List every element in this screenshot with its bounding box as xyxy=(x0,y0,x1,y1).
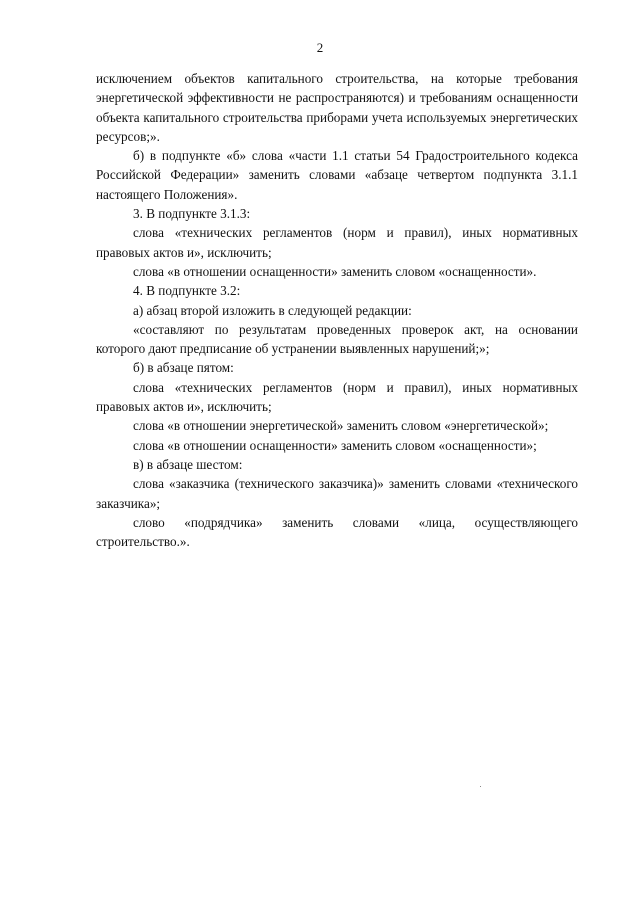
paragraph: 4. В подпункте 3.2: xyxy=(133,283,241,299)
paragraph: в) в абзаце шестом: xyxy=(133,456,243,472)
scan-speck xyxy=(480,786,481,787)
paragraph: слова «в отношении энергетической» заменить словом «энергетической»; xyxy=(133,418,549,434)
paragraph: слова «в отношении оснащенности» заменить словом «оснащенности». xyxy=(133,263,537,279)
paragraph: слова «в отношении оснащенности» заменить словом «оснащенности»; xyxy=(133,437,537,453)
paragraph: б) в подпункте «б» слова «части 1.1 статьи 54 Градостроительного кодекса Российской Федерации» заменить словами «абзаце четвертом подпункта 3.1.1 настоящего Положения». xyxy=(96,148,578,202)
paragraph: б) в абзаце пятом: xyxy=(133,360,234,376)
page-number: 2 xyxy=(316,40,324,55)
paragraph: слова «технических регламентов (норм и правил), иных нормативных правовых актов и», исключить; xyxy=(96,379,578,415)
paragraph: а) абзац второй изложить в следующей редакции: xyxy=(133,302,412,318)
paragraph: «составляют по результатам проведенных проверок акт, на основании которого дают предписание об устранении выявленных нарушений;»; xyxy=(96,321,578,357)
paragraph: 3. В подпункте 3.1.3: xyxy=(133,206,251,222)
paragraph: слово «подрядчика» заменить словами «лица, осуществляющего строительство.». xyxy=(96,514,578,550)
paragraph: слова «технических регламентов (норм и правил), иных нормативных правовых актов и», исключить; xyxy=(96,225,578,260)
paragraph: слова «заказчика (технического заказчика)» заменить словами «технического заказчика»; xyxy=(96,476,578,511)
document-body xyxy=(96,69,578,551)
paragraph: исключением объектов капитального строительства, на которые требования энергетической эффективности не распространяются) и требованиям оснащенности объекта капитального строительства приборами учета используемых энергетических ресурсов;». xyxy=(96,71,578,144)
